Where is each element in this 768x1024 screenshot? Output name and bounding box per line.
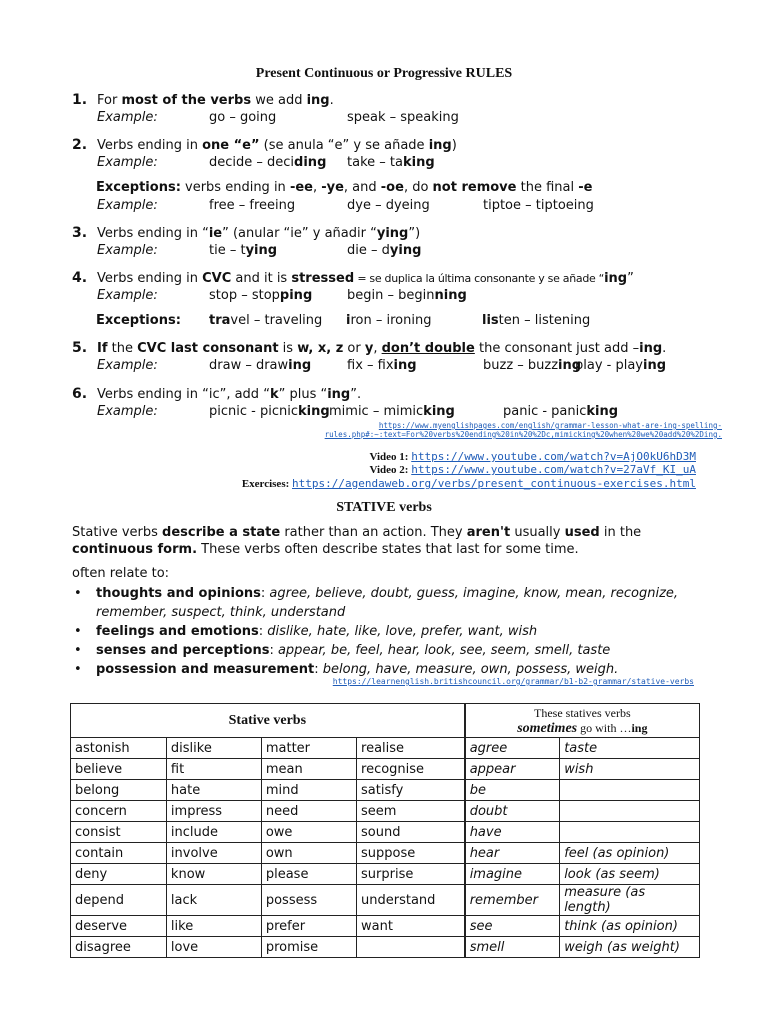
category-item: • senses and perceptions: appear, be, feel, hear, look, see, seem, smell, taste [72, 641, 712, 660]
stative-verbs-table [70, 703, 700, 958]
table-cell: concern [71, 801, 167, 822]
table-cell: dislike [166, 738, 261, 759]
exceptions-line-2: Exceptions: travel – traveling iron – ironing listen – listening [96, 313, 591, 328]
table-cell: remember [465, 885, 560, 916]
rule-text: Verbs ending in “ic”, add “k” plus “ing”. [97, 387, 362, 402]
exceptions-label: Exceptions: [96, 180, 181, 195]
table-cell: belong [71, 780, 167, 801]
table-cell: own [261, 843, 356, 864]
category-item: • thoughts and opinions: agree, believe, doubt, guess, imagine, know, mean, recognize, remember, suspect, think, understand [72, 584, 712, 622]
video-1-link[interactable]: https://www.youtube.com/watch?v=AjO0kU6hD3M [411, 450, 696, 463]
table-row [71, 801, 700, 822]
rule-number: 5. [72, 340, 88, 356]
table-cell: mean [261, 759, 356, 780]
table-row [71, 864, 700, 885]
table-cell: depend [71, 885, 167, 916]
example-word: buzz – buzzing [483, 358, 582, 373]
example-word: tie – tying [209, 243, 278, 258]
table-cell: know [166, 864, 261, 885]
rule-number: 2. [72, 137, 88, 153]
table-cell: deny [71, 864, 167, 885]
rule-text: Verbs ending in one “e” (se anula “e” y se añade ing) [97, 138, 457, 153]
table-cell: like [166, 916, 261, 937]
example-word: speak – speaking [347, 110, 459, 125]
table-row [71, 822, 700, 843]
rule-number: 6. [72, 386, 88, 402]
table-cell: lack [166, 885, 261, 916]
example-word: decide – deciding [209, 155, 327, 170]
table-cell: wish [560, 759, 700, 780]
table-cell: imagine [465, 864, 560, 885]
exceptions-line-1: Exceptions: verbs ending in -ee, -ye, and -oe, do not remove the final -e [96, 180, 593, 195]
table-cell: need [261, 801, 356, 822]
table-cell [560, 801, 700, 822]
rule-text: For most of the verbs we add ing. [97, 93, 334, 108]
table-cell: satisfy [357, 780, 465, 801]
table-cell: believe [71, 759, 167, 780]
table-cell [560, 822, 700, 843]
table-cell: look (as seem) [560, 864, 700, 885]
table-cell: disagree [71, 937, 167, 958]
video-2-link[interactable]: https://www.youtube.com/watch?v=27aVf_KI_uA [411, 463, 696, 476]
rule-number: 1. [72, 92, 88, 108]
example-word: panic - panicking [503, 404, 619, 419]
table-cell: agree [465, 738, 560, 759]
table-cell: appear [465, 759, 560, 780]
table-cell: fit [166, 759, 261, 780]
category-list [72, 584, 712, 679]
table-cell: want [357, 916, 465, 937]
table-cell: contain [71, 843, 167, 864]
video-2-line: Video 2: https://www.youtube.com/watch?v=27aVf_KI_uA [369, 463, 696, 476]
exercises-link[interactable]: https://agendaweb.org/verbs/present_continuous-exercises.html [292, 477, 696, 490]
table-cell: deserve [71, 916, 167, 937]
table-row [71, 916, 700, 937]
table-cell: weigh (as weight) [560, 937, 700, 958]
category-item: • feelings and emotions: dislike, hate, like, love, prefer, want, wish [72, 622, 712, 641]
table-cell: measure (as length) [560, 885, 700, 916]
example-word: mimic – mimicking [329, 404, 455, 419]
rule-text: Verbs ending in CVC and it is stressed = se duplica la última consonante y se añade “ing” [97, 271, 634, 286]
page-title: Present Continuous or Progressive RULES [255, 66, 513, 81]
table-cell: hate [166, 780, 261, 801]
table-cell: involve [166, 843, 261, 864]
table-row [71, 780, 700, 801]
table-cell: smell [465, 937, 560, 958]
exceptions-label: Exceptions: [96, 313, 181, 328]
exercises-line: Exercises: https://agendaweb.org/verbs/present_continuous-exercises.html [241, 477, 696, 490]
video-1-line: Video 1: https://www.youtube.com/watch?v=AjO0kU6hD3M [369, 450, 696, 463]
table-cell: doubt [465, 801, 560, 822]
table-header-stative: Stative verbs [71, 704, 465, 738]
document-page: Present Continuous or Progressive RULES 1. For most of the verbs we add ing. Example: go – going speak – speaking 2. Verbs ending in one “e” (se anula “e” y se añade ing) Example: decide – deciding take – taking 3. Verbs ending in “ie” (anular “ie” y añadir “ying”) Example: tie – tying die – dying 4. Verbs ending in CVC and it is stressed = se duplica la última consonante y se añade “ing” Example: stop – stopping begin – beginning 5. If the CVC last consonant is w, x, z or y, don’t double the consonant just add –ing. Example: draw – drawing fix – fixing buzz – buzzing play - playing 6. Verbs ending in “ic”, add “k” plus “ing”. Example: picnic - picnicking mimic – mimicking panic - panicking Exceptions: verbs ending in -ee, -ye, and -oe, do not remove the final -e Example: free – freeing dye – dyeing tiptoe – tiptoeing Exceptions: travel – traveling iron – ironing listen – listening https://www.myenglishpages.com/english/grammar-lesson-what-are-ing-spelling- rules.php#:~:text=For%20verbs%20ending%20in%20%2Dc,mimicking%20when%20we%20add%20%2Ding. Video 1: https://www.youtube.com/watch?v=AjO0kU6hD3M Video 2: https://www.youtube.com/watch?v=27aVf_KI_uA Exercises: https://agendaweb.org/verbs/present_continuous-exercises.html STATIVE verbs Stative verbs describe a state rather than an action. They aren't usually used in the continuous form. These verbs often describe states that last for some time. often relate to: • thoughts and opinions: agree, believe, doubt, guess, imagine, know, mean, recognize, remember, suspect, think, understand • feelings and emotions: dislike, hate, like, love, prefer, want, wish • senses and perceptions: appear, be, feel, hear, look, see, seem, smell, taste • possession and measurement: belong, have, measure, own, possess, weigh. https://learnenglish.britishcouncil.org/grammar/b1-b2-grammar/stative-verbs Stative verbs These statives verbs sometimes go with …ing astonish dislike matter realise agree taste believe fit mean recognise appear wish belong hate mind satisfy be concern impress need seem doubt consist include owe sound have contain involve own suppose hear feel (as opinion) deny know please surprise imagine look (as seem) depend lack possess understand remember measure (as length) deserve like prefer want see think (as opinion) disagree love promise smell weigh (as weight) [0, 0, 768, 1024]
table-cell: understand [357, 885, 465, 916]
table-row [71, 885, 700, 916]
table-cell: see [465, 916, 560, 937]
table-cell: recognise [357, 759, 465, 780]
example-word: draw – drawing [209, 358, 312, 373]
table-cell: owe [261, 822, 356, 843]
table-cell: promise [261, 937, 356, 958]
table-cell: mind [261, 780, 356, 801]
spelling-rules-link[interactable]: https://www.myenglishpages.com/english/grammar-lesson-what-are-ing-spelling- rules.php#:~:text=For%20verbs%20ending%20in%20%2Dc,mimicking%20when%20we%20add%20%2Ding. [324, 421, 722, 439]
rule-text: Verbs ending in “ie” (anular “ie” y añadir “ying”) [97, 226, 421, 241]
table-cell: include [166, 822, 261, 843]
stative-intro: Stative verbs describe a state rather than an action. They aren't usually used in the continuous form. These verbs often describe states that last for some time. [72, 525, 642, 557]
example-word: play - playing [575, 358, 667, 373]
table-cell: hear [465, 843, 560, 864]
table-cell [357, 937, 465, 958]
stative-verbs-link[interactable]: https://learnenglish.britishcouncil.org/grammar/b1-b2-grammar/stative-verbs [332, 677, 694, 686]
table-cell: consist [71, 822, 167, 843]
example-word: die – dying [347, 243, 422, 258]
table-cell: prefer [261, 916, 356, 937]
table-row [71, 937, 700, 958]
rule-text: If the CVC last consonant is w, x, z or y, don’t double the consonant just add –ing. [97, 341, 667, 356]
table-cell: astonish [71, 738, 167, 759]
table-cell: be [465, 780, 560, 801]
table-cell: matter [261, 738, 356, 759]
table-cell: seem [357, 801, 465, 822]
table-cell: sound [357, 822, 465, 843]
example-word: take – taking [347, 155, 435, 170]
table-row [71, 759, 700, 780]
rule-number: 4. [72, 270, 88, 286]
table-cell [560, 780, 700, 801]
stative-section-title: STATIVE verbs [336, 500, 432, 515]
table-cell: taste [560, 738, 700, 759]
table-row [71, 738, 700, 759]
example-word: begin – beginning [347, 288, 467, 303]
example-word: picnic - picnicking [209, 404, 330, 419]
example-word: go – going [209, 110, 277, 125]
example-word: stop – stopping [209, 288, 313, 303]
category-item: • possession and measurement: belong, have, measure, own, possess, weigh. [72, 660, 712, 679]
table-cell: surprise [357, 864, 465, 885]
table-cell: love [166, 937, 261, 958]
table-cell: think (as opinion) [560, 916, 700, 937]
table-cell: have [465, 822, 560, 843]
table-cell: suppose [357, 843, 465, 864]
table-row [71, 843, 700, 864]
example-word: fix – fixing [347, 358, 417, 373]
table-cell: feel (as opinion) [560, 843, 700, 864]
table-cell: impress [166, 801, 261, 822]
table-header-sometimes: These statives verbs sometimes go with …ing [465, 704, 700, 738]
table-cell: possess [261, 885, 356, 916]
table-cell: realise [357, 738, 465, 759]
rule-number: 3. [72, 225, 88, 241]
table-cell: please [261, 864, 356, 885]
often-relate-label: often relate to: [72, 566, 170, 581]
